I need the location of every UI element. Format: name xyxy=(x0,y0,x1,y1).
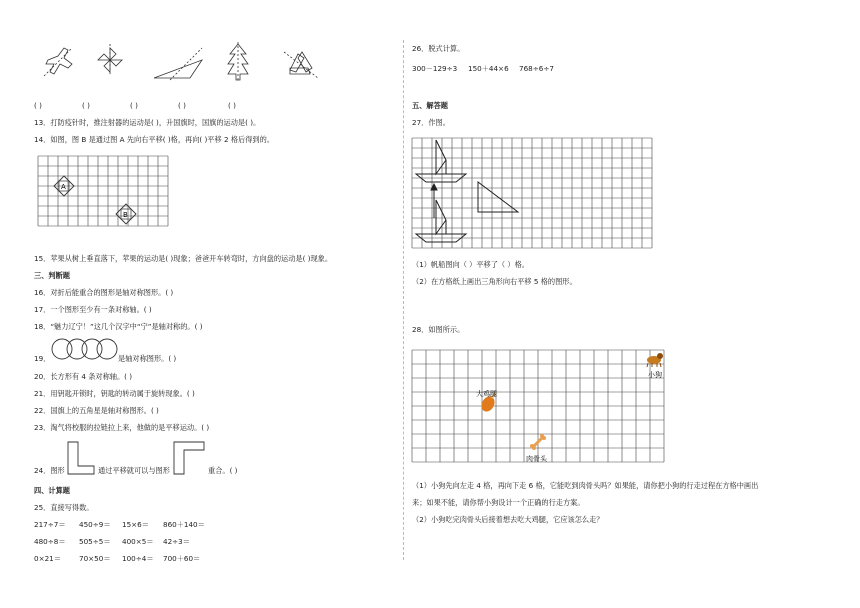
triangle-shape xyxy=(154,48,202,80)
calc-item[interactable]: 450÷9＝ xyxy=(79,520,111,529)
question-24-middle: 通过平移就可以与图形 xyxy=(98,466,170,475)
calc-item[interactable]: 0×21＝ xyxy=(34,554,61,563)
calc-item[interactable]: 700＋60＝ xyxy=(163,554,201,563)
question-18: 18．“魅力辽宁！”这几个汉字中“宁”是轴对称的。( ) xyxy=(34,322,203,331)
tree-shape xyxy=(228,42,248,82)
answer-paren-5[interactable]: ( ) xyxy=(228,101,236,110)
answer-paren-4[interactable]: ( ) xyxy=(178,101,186,110)
question-26: 26．脱式计算。 xyxy=(412,44,465,53)
question-28-part-2: （2）小狗吃完肉骨头后接着想去吃大鸡腿，它应该怎么走？ xyxy=(412,515,604,524)
question-28-part-1-line-2: 来；如果不能，请你帮小狗设计一个正确的行走方案。 xyxy=(412,498,585,507)
calc-26-1[interactable]: 300－129÷3 xyxy=(412,64,458,73)
question-27-part-1: （1）帆船图向（ ）平移了（ ）格。 xyxy=(412,260,529,269)
calc-item[interactable]: 15×6＝ xyxy=(122,520,149,529)
question-21: 21．用钥匙开锁时，钥匙的转动属于旋转现象。( ) xyxy=(34,389,195,398)
question-28-part-1-line-1: （1）小狗先向左走 4 格，再向下走 6 格，它能吃到肉骨头吗？如果能，请你把小狗的行走过程在方格中画出 xyxy=(412,481,759,490)
rings-figure xyxy=(50,337,120,361)
pinwheel-shape xyxy=(98,44,122,76)
grid-label-a: A xyxy=(61,183,66,191)
calc-26-2[interactable]: 150＋44×6 xyxy=(468,64,509,73)
question-24-start: 24．图形 xyxy=(34,466,65,475)
airplane-shape xyxy=(44,48,72,76)
question-27: 27．作图。 xyxy=(412,118,450,127)
calc-item[interactable]: 217÷7＝ xyxy=(34,520,66,529)
question-17: 17．一个图形至少有一条对称轴。( ) xyxy=(34,305,152,314)
question-27-part-2: （2）在方格纸上画出三角形向右平移 5 格的图形。 xyxy=(412,277,577,286)
calc-item[interactable]: 400×5＝ xyxy=(122,537,154,546)
question-16: 16．对折后能重合的图形是轴对称图形。( ) xyxy=(34,288,174,297)
answer-paren-1[interactable]: ( ) xyxy=(34,101,42,110)
sailboat-grid-q27 xyxy=(412,138,652,248)
chicken-label: 大鸡腿 xyxy=(476,390,497,398)
bone-label: 肉骨头 xyxy=(526,455,547,463)
question-19-text: 是轴对称图形。( ) xyxy=(118,354,177,363)
section-3-heading: 三、判断题 xyxy=(34,271,70,280)
sailboat-top xyxy=(416,140,466,182)
calc-item[interactable]: 505÷5＝ xyxy=(79,537,111,546)
dog-label: 小狗 xyxy=(648,371,662,379)
sailboat-bottom xyxy=(416,200,466,242)
l-shape-figure-1 xyxy=(66,440,96,476)
calc-item[interactable]: 860＋140＝ xyxy=(163,520,205,529)
answer-paren-3[interactable]: ( ) xyxy=(130,101,138,110)
question-20: 20．长方形有 4 条对称轴。( ) xyxy=(34,372,133,381)
question-14: 14．如图，图 B 是通过图 A 先向右平移( )格，再向( )平移 2 格后得到的。 xyxy=(34,135,274,144)
dog-icon xyxy=(647,353,663,367)
column-divider xyxy=(403,40,404,560)
question-25: 25．直接写得数。 xyxy=(34,503,94,512)
question-23: 23．淘气将校服的拉链拉上来，他做的是平移运动。( ) xyxy=(34,423,210,432)
calc-item[interactable]: 480÷8＝ xyxy=(34,537,66,546)
answer-paren-2[interactable]: ( ) xyxy=(82,101,90,110)
calc-item[interactable]: 100÷4＝ xyxy=(122,554,154,563)
question-15: 15．苹果从树上垂直落下，苹果的运动是( )现象；爸爸开车转弯时，方向盘的运动是( )现象。 xyxy=(34,254,333,263)
question-28: 28．如图所示。 xyxy=(412,325,465,334)
shapes-figure-row xyxy=(30,42,370,92)
question-19-number: 19． xyxy=(34,354,51,363)
translation-grid-q14 xyxy=(38,156,168,232)
question-22: 22．国旗上的五角星是轴对称图形。( ) xyxy=(34,406,159,415)
section-4-heading: 四、计算题 xyxy=(34,486,70,495)
calc-item[interactable]: 70×50＝ xyxy=(79,554,111,563)
recycle-shape xyxy=(284,52,318,78)
dog-grid-q28 xyxy=(412,350,672,470)
question-13: 13．打防疫针时，推注射器的运动是( )，升国旗时，国旗的运动是( )。 xyxy=(34,118,261,127)
section-5-heading: 五、解答题 xyxy=(412,101,448,110)
calc-26-3[interactable]: 768÷6÷7 xyxy=(519,64,554,73)
grid-label-b: B xyxy=(123,211,128,219)
question-24-end: 重合。( ) xyxy=(208,466,238,475)
calc-item[interactable]: 42÷3＝ xyxy=(163,537,190,546)
l-shape-figure-2 xyxy=(172,440,206,476)
